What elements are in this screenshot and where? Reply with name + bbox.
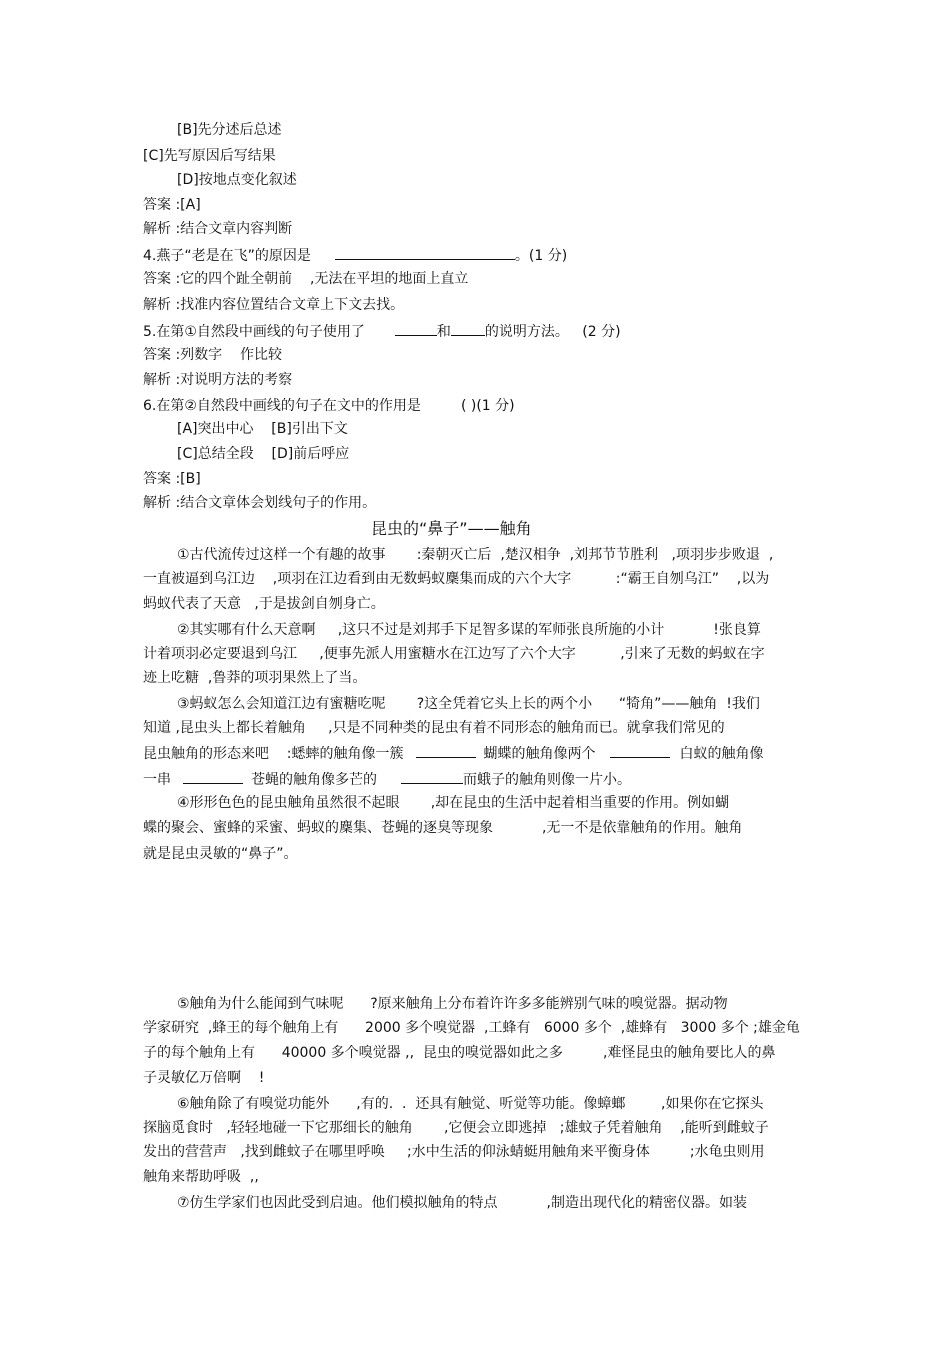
paragraph-5-line-2: 学家研究 ,蜂王的每个触角上有 2000 多个嗅觉器 ,工蜂有 6000 多个 ,雄蜂有 3000 多个 ;雄金龟 [143, 1020, 800, 1036]
q5-blank-1[interactable] [395, 322, 437, 336]
paragraph-6-line-2: 探脑觅食时 ,轻轻地碰一下它那细长的触角 ,它便会立即逃掉 ;雄蚊子凭着触角 ,能听到雌蚊子 [143, 1120, 769, 1136]
p3-text-f: 而蛾子的触角则像一片小。 [463, 772, 631, 788]
p3-blank-1[interactable] [416, 744, 476, 758]
paragraph-4-line-2: 蝶的聚会、蜜蜂的采蜜、蚂蚁的麇集、苍蝇的逐臭等现象 ,无一不是依靠触角的作用。触角 [143, 820, 743, 836]
q3-option-d: [D]按地点变化叙述 [177, 172, 297, 188]
paragraph-1-line-2: 一直被逼到乌江边 ,项羽在江边看到由无数蚂蚁麇集而成的六个大字 :“霸王自刎乌江” ,以为 [143, 571, 770, 587]
q3-answer: 答案 :[A] [143, 197, 201, 213]
paragraph-4-line-1: ④形形色色的昆虫触角虽然很不起眼 ,却在昆虫的生活中起着相当重要的作用。例如蝴 [177, 795, 730, 811]
q6-stem: 6.在第②自然段中画线的句子在文中的作用是 ( )(1 分) [143, 398, 515, 414]
q5-answer: 答案 :列数字 作比较 [143, 347, 282, 363]
q4-suffix: 。(1 分) [514, 248, 568, 264]
paragraph-3-line-1: ③蚂蚁怎么会知道江边有蜜糖吃呢 ?这全凭着它头上长的两个小 “犄角”——触角 !我们 [177, 696, 760, 712]
p3-text-b: 蝴蝶的触角像两个 [483, 746, 596, 762]
q5-suffix: 的说明方法。 (2 分) [484, 324, 621, 340]
q3-option-c: [C]先写原因后写结果 [143, 148, 276, 164]
q4-blank[interactable] [335, 246, 515, 260]
paragraph-1-line-3: 蚂蚁代表了天意 ,于是拔剑自刎身亡。 [143, 596, 385, 612]
q4-answer: 答案 :它的四个趾全朝前 ,无法在平坦的地面上直立 [143, 271, 469, 287]
paragraph-2-line-2: 计着项羽必定要退到乌江 ,便事先派人用蜜糖水在江边写了六个大字 ,引来了无数的蚂蚁在字 [143, 646, 765, 662]
q6-options-row-1: [A]突出中心 [B]引出下文 [177, 421, 348, 437]
article-title: 昆虫的“鼻子”——触角 [371, 519, 532, 538]
q5-blank-2[interactable] [451, 322, 485, 336]
paragraph-1-line-1: ①古代流传过这样一个有趣的故事 :秦朝灭亡后 ,楚汉相争 ,刘邦节节胜利 ,项羽步步败退 , [177, 547, 774, 563]
q3-option-b: [B]先分述后总述 [177, 122, 282, 138]
paragraph-6-line-3: 发出的营营声 ,找到雌蚊子在哪里呼唤 ;水中生活的仰泳蜻蜓用触角来平衡身体 ;水龟虫则用 [143, 1144, 765, 1160]
q6-answer: 答案 :[B] [143, 471, 201, 487]
paragraph-6-line-1: ⑥触角除了有嗅觉功能外 ,有的. . 还具有触觉、听觉等功能。像蟑螂 ,如果你在它探头 [177, 1096, 764, 1112]
p3-text-c: 白蚁的触角像 [679, 746, 764, 762]
paragraph-7-line-1: ⑦仿生学家们也因此受到启迪。他们模拟触角的特点 ,制造出现代化的精密仪器。如装 [177, 1195, 747, 1211]
paragraph-5-line-3: 子的每个触角上有 40000 多个嗅觉器 ,, 昆虫的嗅觉器如此之多 ,难怪昆虫的触角要比人的鼻 [143, 1045, 776, 1061]
paragraph-5-line-1: ⑤触角为什么能闻到气味呢 ?原来触角上分布着许许多多能辨别气味的嗅觉器。据动物 [177, 996, 728, 1012]
p3-text-e: 苍蝇的触角像多芒的 [251, 772, 377, 788]
q4-analysis: 解析 :找准内容位置结合文章上下文去找。 [143, 297, 405, 313]
p3-blank-3[interactable] [183, 770, 243, 784]
paragraph-4-line-3: 就是昆虫灵敏的“鼻子”。 [143, 846, 298, 862]
q4-prefix: 4.燕子“老是在飞”的原因是 [143, 248, 311, 264]
paragraph-3-line-4 [143, 770, 631, 789]
q5-prefix: 5.在第①自然段中画线的句子使用了 [143, 324, 365, 340]
p3-blank-2[interactable] [610, 744, 670, 758]
q6-analysis: 解析 :结合文章体会划线句子的作用。 [143, 495, 377, 511]
p3-blank-4[interactable] [401, 770, 463, 784]
p3-text-a: 昆虫触角的形态来吧 :蟋蟀的触角像一簇 [143, 746, 404, 762]
q5-analysis: 解析 :对说明方法的考察 [143, 372, 293, 388]
paragraph-6-line-4: 触角来帮助呼吸 ,, [143, 1169, 259, 1185]
q6-options-row-2: [C]总结全段 [D]前后呼应 [177, 446, 350, 462]
paragraph-2-line-1: ②其实哪有什么天意啊 ,这只不过是刘邦手下足智多谋的军师张良所施的小计 !张良算 [177, 622, 761, 638]
q4-stem [143, 246, 567, 265]
p3-text-d: 一串 [143, 772, 171, 788]
q5-and: 和 [436, 324, 451, 340]
q5-stem [143, 322, 621, 341]
paragraph-5-line-4: 子灵敏亿万倍啊 ! [143, 1070, 265, 1086]
q3-analysis: 解析 :结合文章内容判断 [143, 221, 293, 237]
paragraph-3-line-3 [143, 744, 764, 763]
paragraph-2-line-3: 迹上吃糖 ,鲁莽的项羽果然上了当。 [143, 670, 367, 686]
paragraph-3-line-2: 知道 ,昆虫头上都长着触角 ,只是不同种类的昆虫有着不同形态的触角而已。就拿我们常见的 [143, 720, 725, 736]
